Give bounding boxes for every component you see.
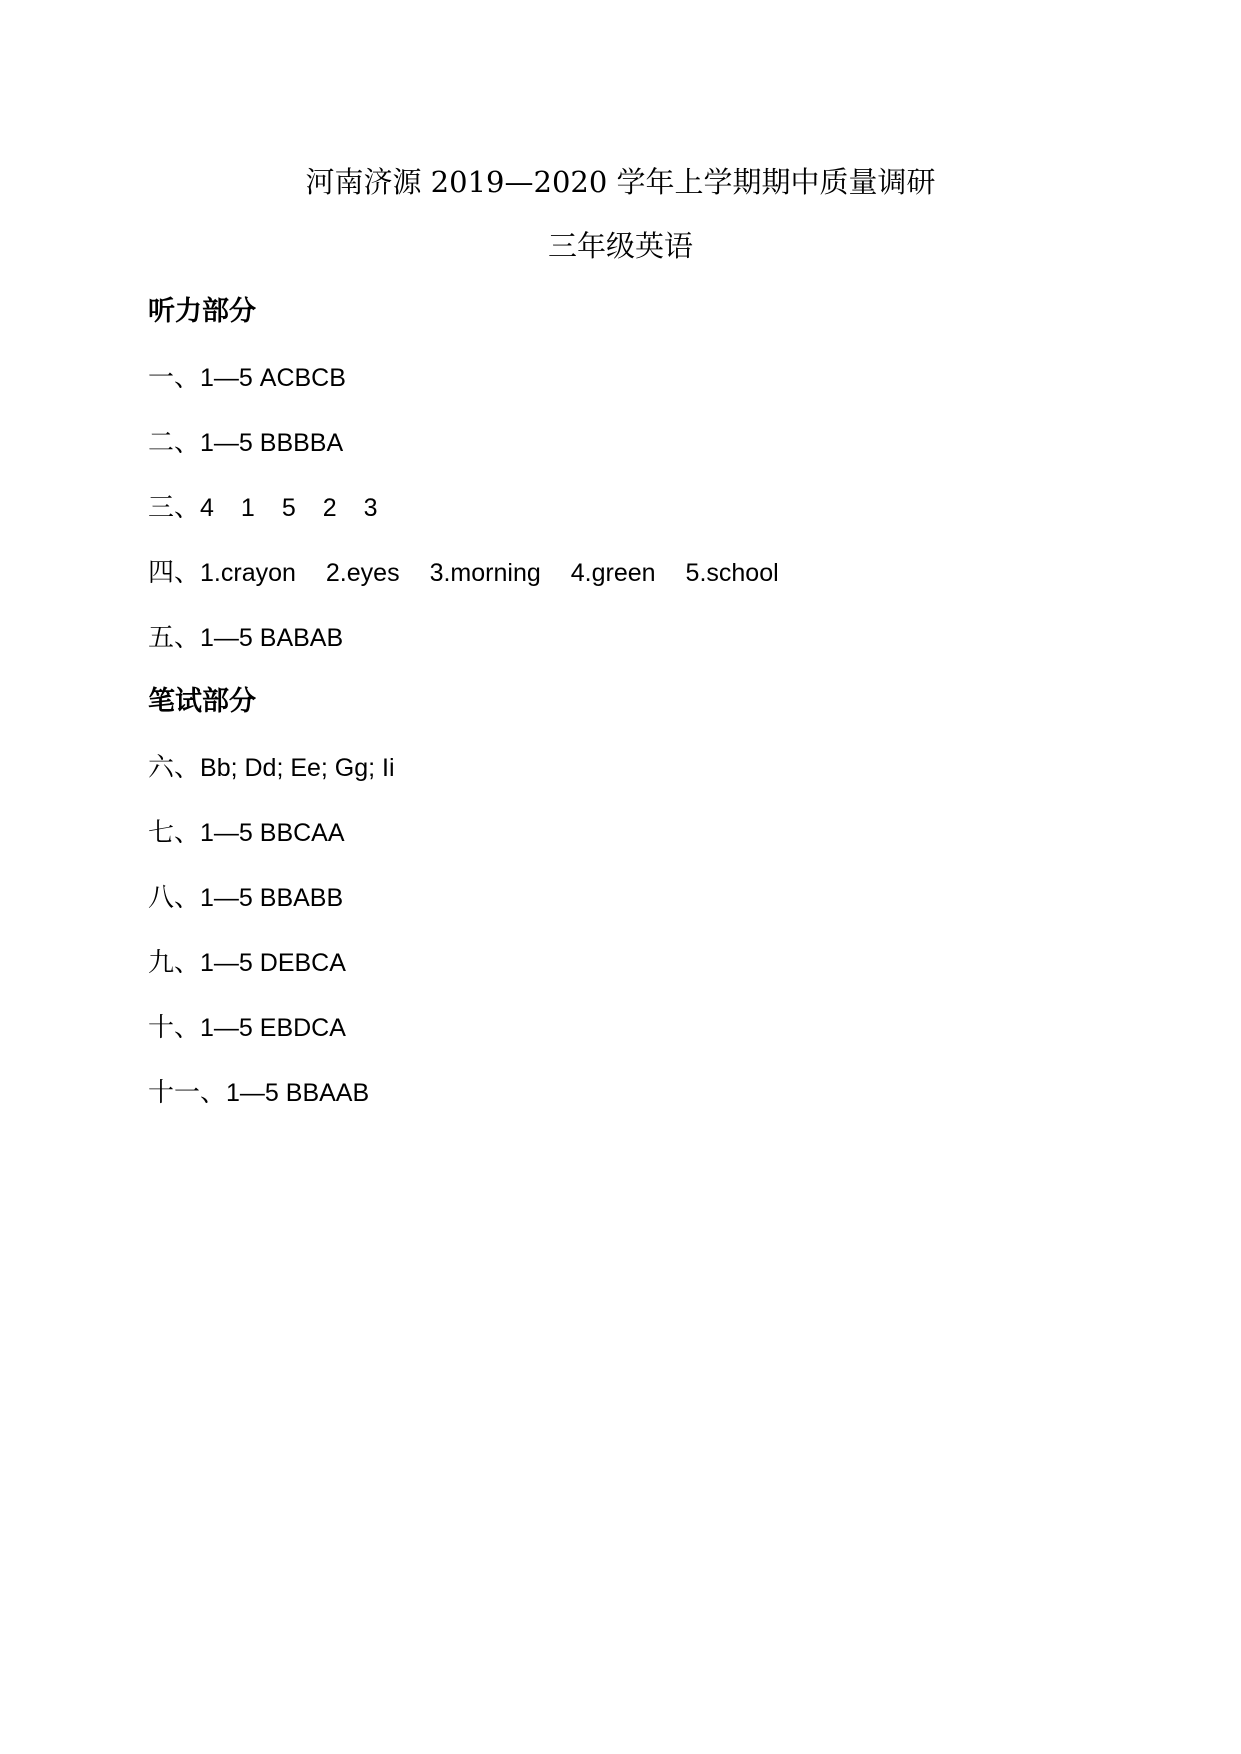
answer-text: 1—5 BBCAA <box>200 819 345 847</box>
answer-text: 1—5 BBAAB <box>226 1079 370 1107</box>
answer-line-8 <box>148 881 343 915</box>
question-number: 十一、 <box>148 1078 227 1108</box>
answer-line-1 <box>148 361 346 395</box>
answer-line-7 <box>148 816 345 850</box>
answer-part: 5 <box>281 494 296 522</box>
document-title: 河南济源 2019—2020 学年上学期期中质量调研 <box>305 165 936 199</box>
answer-text: 1—5 BBBBA <box>200 429 344 457</box>
question-number: 五、 <box>148 623 201 653</box>
question-number: 九、 <box>148 948 201 978</box>
question-number: 十、 <box>148 1013 201 1043</box>
answer-line-5 <box>148 621 343 655</box>
answer-text: 1—5 BABAB <box>200 624 344 652</box>
answer-line-10 <box>148 1011 346 1045</box>
answer-line-6 <box>148 751 395 785</box>
answer-line-11 <box>148 1076 369 1110</box>
question-number: 二、 <box>148 428 201 458</box>
answer-text: 1—5 ACBCB <box>200 364 346 392</box>
answer-part: 3 <box>363 494 378 522</box>
answer-part: 1.crayon <box>200 559 296 587</box>
answer-part: 4.green <box>570 559 656 587</box>
question-number: 七、 <box>148 818 201 848</box>
answer-line-9 <box>148 946 346 980</box>
question-number: 八、 <box>148 883 201 913</box>
answer-line-2 <box>148 426 343 460</box>
listening-section-heading: 听力部分 <box>148 296 256 327</box>
question-number: 一、 <box>148 363 201 393</box>
answer-part: 2.eyes <box>325 559 400 587</box>
answer-text: 1—5 EBDCA <box>200 1014 346 1042</box>
answer-part: 3.morning <box>429 559 541 587</box>
answer-text: 1—5 BBABB <box>200 884 344 912</box>
question-number: 六、 <box>148 753 201 783</box>
answer-part: 4 <box>200 494 214 522</box>
writing-section-heading: 笔试部分 <box>148 686 256 717</box>
answer-text: Bb; Dd; Ee; Gg; Ii <box>200 754 395 782</box>
answer-part: 2 <box>322 494 337 522</box>
question-number: 三、 <box>148 493 201 523</box>
document-subtitle: 三年级英语 <box>547 229 693 263</box>
answer-text: 1—5 DEBCA <box>200 949 346 977</box>
question-number: 四、 <box>148 558 201 588</box>
answer-part: 5.school <box>685 559 779 587</box>
answer-line-4 <box>148 556 779 590</box>
answer-part: 1 <box>240 494 255 522</box>
answer-line-3 <box>148 491 378 525</box>
